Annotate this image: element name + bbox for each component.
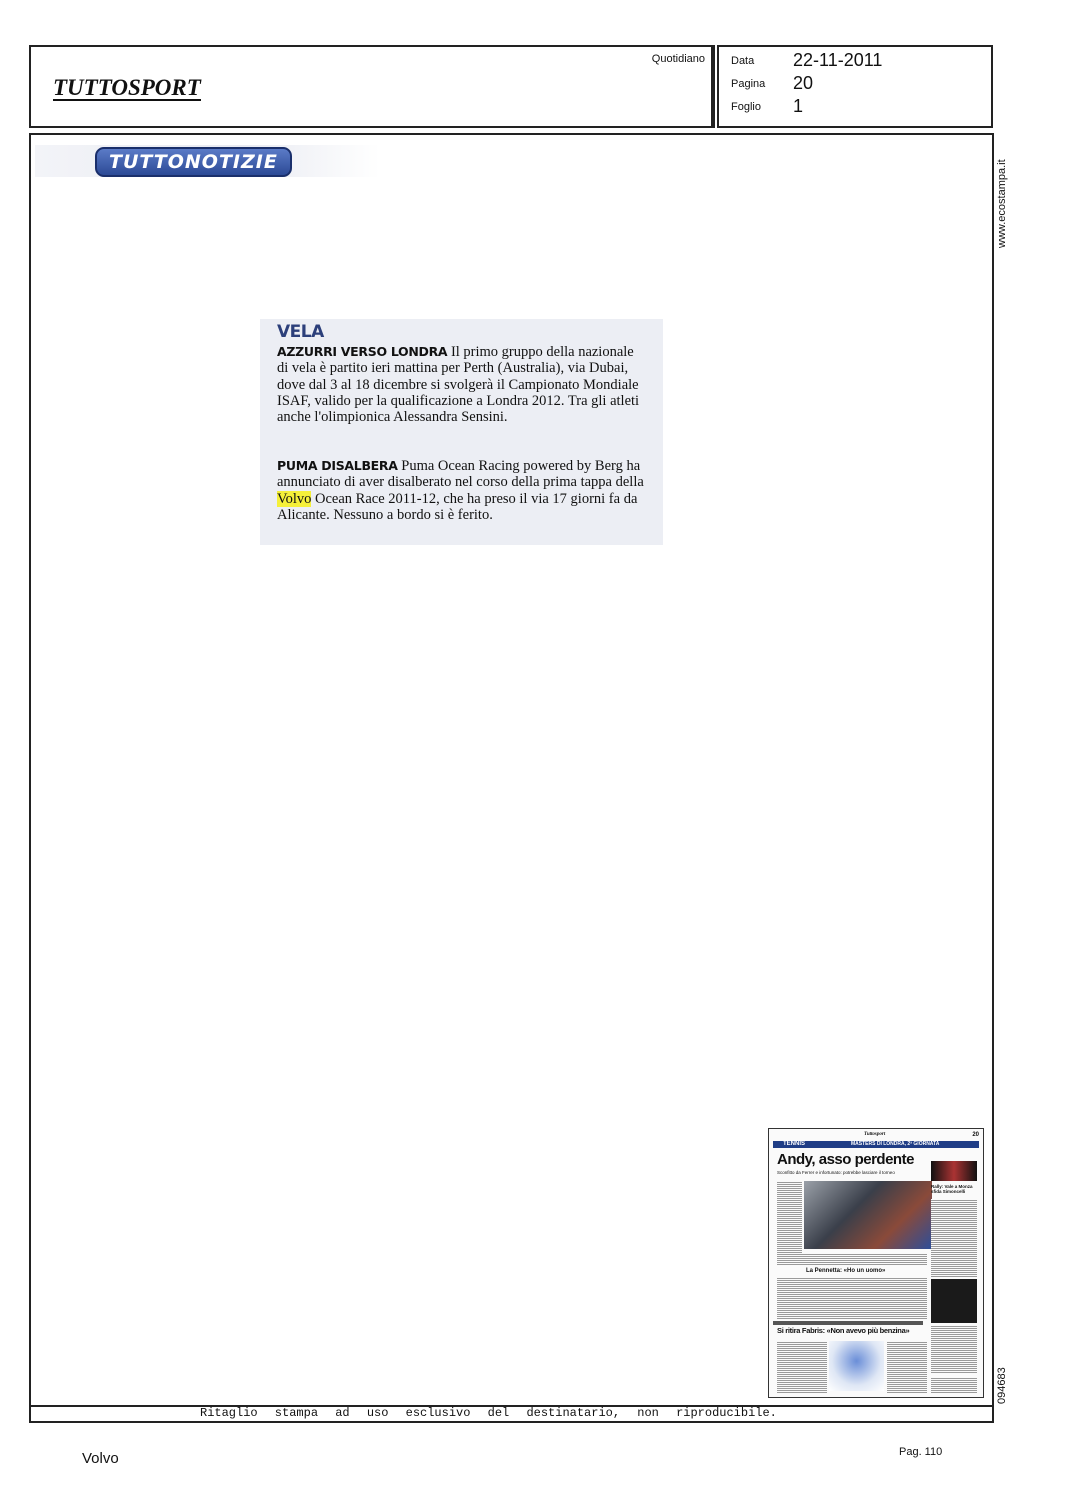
publication-type: Quotidiano: [651, 53, 705, 65]
thumb-headline: Andy, asso perdente: [777, 1151, 914, 1168]
section-banner: TUTTONOTIZIE: [95, 147, 292, 177]
thumb-text-column: [777, 1341, 827, 1393]
page-thumbnail: [768, 1128, 984, 1398]
thumb-bottom-bar: [773, 1321, 923, 1325]
side-code: 094683: [996, 1367, 1008, 1404]
article-clipping: [260, 319, 663, 545]
meta-value-sheet: 1: [793, 96, 804, 116]
thumb-side-headline: Rally: Vale a Monza sfida Simoncelli: [931, 1184, 973, 1194]
thumb-page-number: 20: [972, 1132, 979, 1138]
disclaimer: Ritaglio stampa ad uso esclusivo del destinatario, non riproducibile.: [200, 1406, 777, 1420]
thumb-text-column: [931, 1377, 977, 1393]
masthead-box: [29, 45, 713, 128]
banner-strip: [35, 145, 380, 177]
header-divider: [713, 45, 715, 128]
thumb-dark-box: [931, 1279, 977, 1323]
newspaper-logo: TUTTOSPORT: [53, 75, 201, 100]
thumb-text-column: [931, 1199, 977, 1277]
article-paragraph: [277, 458, 647, 523]
meta-value-date: 22-11-2011: [793, 50, 883, 70]
paragraph-lead: PUMA DISALBERA: [277, 458, 398, 473]
paragraph-text: Puma Ocean Racing powered by Berg ha annunciato di aver disalberato nel corso della prima tappa della: [277, 458, 644, 491]
article-section: VELA: [277, 322, 324, 342]
article-paragraph: [277, 344, 647, 425]
meta-value-page: 20: [793, 73, 814, 93]
thumb-text-column: [931, 1325, 977, 1373]
thumb-text-column: [777, 1277, 927, 1319]
footer-keyword: Volvo: [82, 1450, 119, 1467]
thumb-text-column: [777, 1253, 927, 1265]
paragraph-lead: AZZURRI VERSO LONDRA: [277, 344, 448, 359]
paragraph-text: Ocean Race 2011-12, che ha preso il via 17 giorni fa da Alicante. Nessuno a bordo si è ferito.: [277, 490, 638, 523]
meta-label-sheet: Foglio: [731, 101, 761, 113]
thumb-bottom-photo: [829, 1341, 884, 1391]
thumb-kicker: MASTERS DI LONDRA, 2ª GIORNATA: [851, 1141, 940, 1147]
thumb-brand: Tuttosport: [864, 1132, 886, 1137]
thumb-mid-headline: La Pennetta: «Ho un uomo»: [806, 1268, 886, 1274]
meta-box: [717, 45, 993, 128]
paragraph-text: Il primo gruppo della nazionale di vela è partito ieri mattina per Perth (Australia), via Dubai, dove dal 3 al 18 dicembre si svolgerà il Campionato Mondiale ISAF, valido per la qualificazione a Londra 2012. Tra gli atleti anche l'olimpionica Alessandra Sensini.: [277, 344, 640, 426]
thumb-photo: [804, 1181, 932, 1249]
side-url: www.ecostampa.it: [996, 159, 1008, 248]
thumb-text-column: [887, 1341, 927, 1393]
keyword-highlight: Volvo: [277, 490, 312, 507]
meta-label-date: Data: [731, 55, 755, 67]
thumb-subhead: Sconfitto da Ferrer e infortunato: potrebbe lasciare il torneo: [777, 1170, 895, 1175]
footer-page-number: Pag. 110: [899, 1446, 943, 1458]
meta-label-page: Pagina: [731, 78, 766, 90]
thumb-side-photo: [931, 1161, 977, 1181]
thumb-section: TENNIS: [783, 1141, 806, 1147]
thumb-bottom-headline: Si ritira Fabris: «Non avevo più benzina»: [777, 1326, 910, 1335]
